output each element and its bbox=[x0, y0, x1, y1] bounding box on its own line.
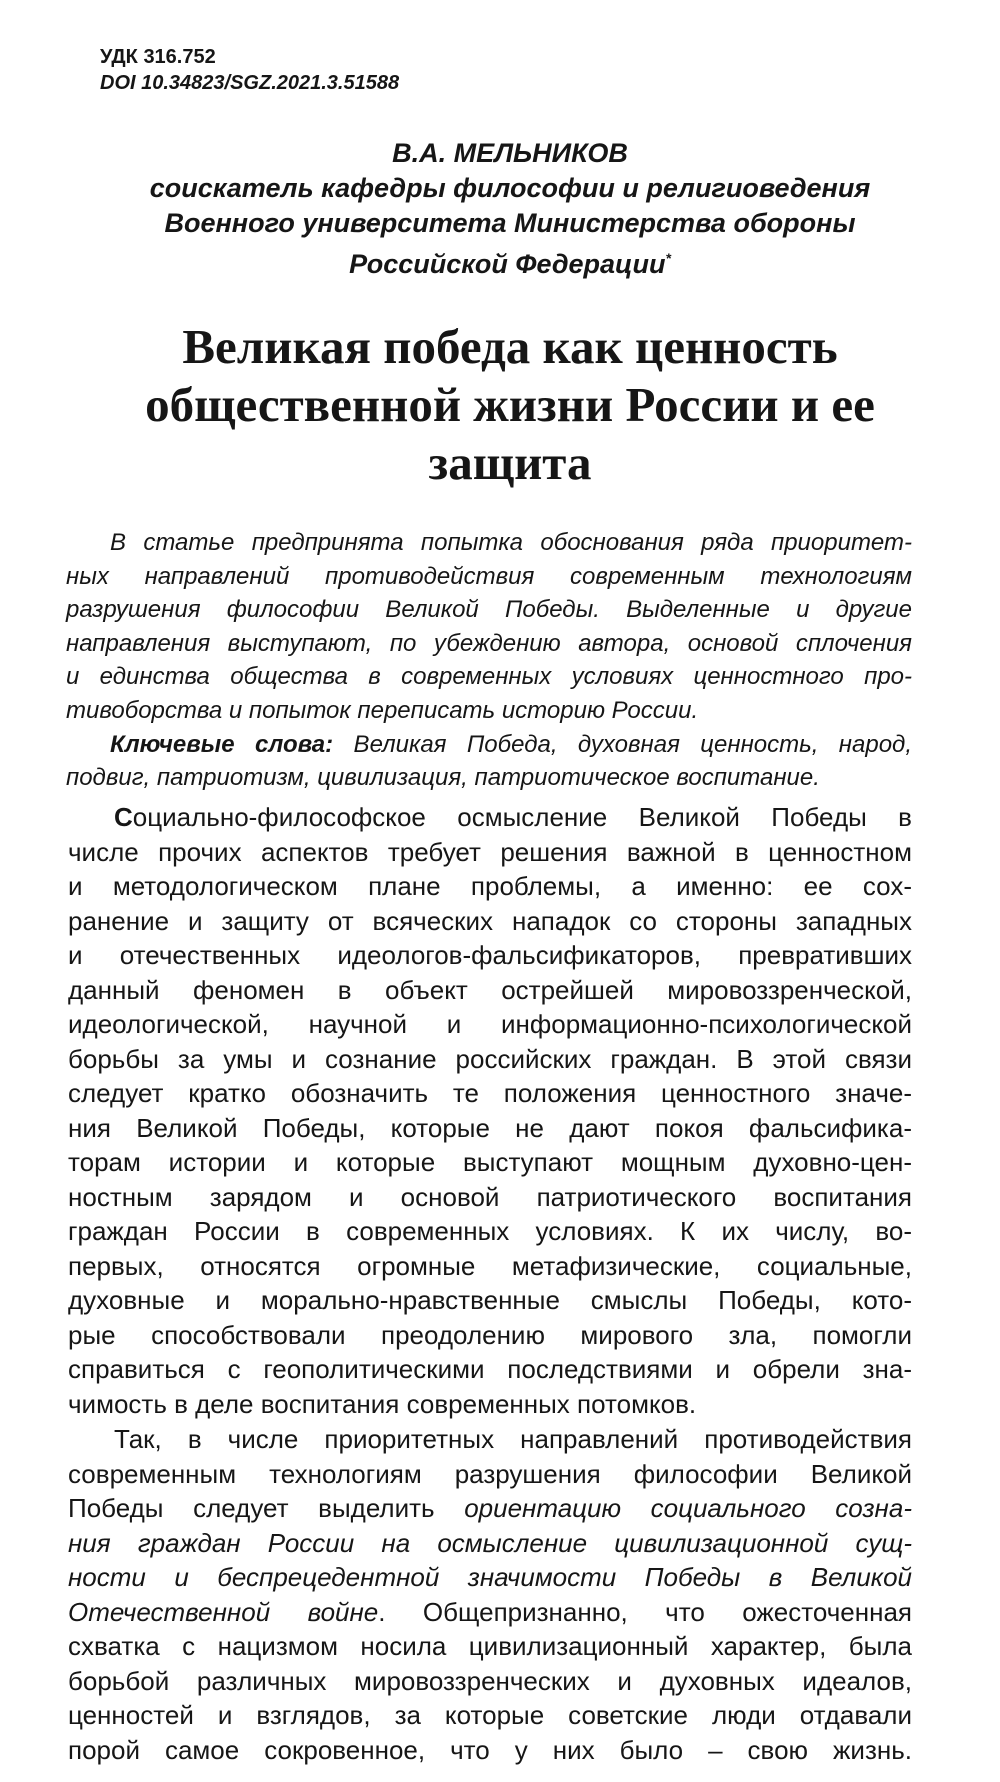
keywords-line bbox=[66, 728, 912, 762]
keywords-text: Великая Победа, духовная ценность, народ, bbox=[333, 730, 912, 758]
abstract-line: ных направлений противодействия современным технологиям bbox=[66, 562, 912, 590]
drop-cap: С bbox=[114, 802, 133, 832]
paragraph-line: рые способствовали преодолению мирового зла, помогли bbox=[68, 1319, 912, 1350]
paragraph-line: Так, в числе приоритетных направлений противодействия bbox=[114, 1424, 912, 1454]
author-block bbox=[100, 136, 920, 282]
paragraph-text: оциально-философское осмысление Великой Победы в bbox=[132, 802, 912, 832]
keywords-line: подвиг, патриотизм, цивилизация, патриотическое воспитание. bbox=[66, 764, 820, 792]
paragraph-line: следует кратко обозначить те положения ценностного значе- bbox=[68, 1078, 912, 1108]
affiliation-text: Российской Федерации bbox=[349, 249, 666, 279]
paragraph-line: борьбой различных мировоззренческих и духовных идеалов, bbox=[68, 1665, 912, 1696]
article-title bbox=[90, 318, 930, 492]
paragraph-line: граждан России в современных условиях. К их числу, во- bbox=[68, 1216, 912, 1246]
paragraph-line bbox=[68, 1595, 912, 1630]
abstract-line: и единства общества в современных условиях ценностного про- bbox=[66, 663, 912, 691]
body-paragraph-1 bbox=[68, 800, 912, 1421]
paragraph-line: ности и беспрецедентной значимости Победы в Великой bbox=[68, 1562, 912, 1592]
abstract-line: разрушения философии Великой Победы. Выделенные и другие bbox=[66, 596, 912, 624]
paragraph-line: схватка с нацизмом носила цивилизационный характер, была bbox=[68, 1631, 912, 1661]
paragraph-line: современным технологиям разрушения философии Великой bbox=[68, 1458, 912, 1489]
paragraph-line: ностным зарядом и основой патриотического воспитания bbox=[68, 1181, 912, 1212]
paragraph-line: данный феномен в объект острейшей мировоззренческой, bbox=[68, 974, 912, 1005]
title-line: Великая победа как ценность bbox=[182, 319, 838, 374]
paragraph-line bbox=[68, 800, 912, 835]
paragraph-line: справиться с геополитическими последствиями и обрели зна- bbox=[68, 1354, 912, 1384]
paragraph-text: Победы следует выделить bbox=[68, 1493, 465, 1523]
paragraph-line: ценностей и взглядов, за которые советские люди отдавали bbox=[68, 1700, 912, 1730]
paragraph-line: ранение и защиту от всяческих нападок со стороны западных bbox=[68, 905, 912, 936]
abstract-line: В статье предпринята попытка обоснования ряда приоритет- bbox=[110, 529, 912, 556]
author-affiliation-line: соискатель кафедры философии и религиоведения bbox=[149, 173, 871, 203]
emphasis-text: ориентацию социального созна- bbox=[464, 1493, 912, 1523]
paragraph-line bbox=[68, 1491, 912, 1526]
paragraph-line: идеологической, научной и информационно-психологической bbox=[68, 1009, 912, 1039]
emphasis-text: Отечественной войне bbox=[68, 1596, 379, 1627]
title-line: общественной жизни России и ее bbox=[145, 377, 875, 432]
paragraph-line: и методологическом плане проблемы, а именно: ее сох- bbox=[68, 871, 912, 901]
keywords-label: Ключевые слова: bbox=[110, 730, 334, 758]
paragraph-line: ния Великой Победы, которые не дают покоя фальсифика- bbox=[68, 1112, 912, 1143]
abstract-line: тивоборства и попыток переписать историю России. bbox=[66, 696, 699, 724]
footnote-mark: * bbox=[665, 250, 671, 266]
paragraph-line: торам истории и которые выступают мощным духовно-цен- bbox=[68, 1147, 912, 1177]
paragraph-line: порой самое сокровенное, что у них было – свою жизнь. bbox=[68, 1734, 912, 1765]
paragraph-line: борьбы за умы и сознание российских граждан. В этой связи bbox=[68, 1043, 912, 1074]
paragraph-line: чимость в деле воспитания современных потомков. bbox=[68, 1388, 697, 1419]
author-affiliation-line bbox=[100, 241, 920, 282]
author-name: В.А. МЕЛЬНИКОВ bbox=[392, 138, 628, 168]
paragraph-line: и отечественных идеологов-фальсификаторов, превративших bbox=[68, 940, 912, 970]
article-meta bbox=[100, 44, 399, 96]
doi-code: DOI 10.34823/SGZ.2021.3.51588 bbox=[100, 72, 400, 94]
paragraph-line: духовные и морально-нравственные смыслы Победы, кото- bbox=[68, 1285, 912, 1315]
abstract bbox=[66, 526, 912, 795]
paragraph-line: первых, относятся огромные метафизические, социальные, bbox=[68, 1250, 912, 1281]
paragraph-line: числе прочих аспектов требует решения важной в ценностном bbox=[68, 836, 912, 867]
abstract-line: направления выступают, по убеждению автора, основой сплочения bbox=[66, 629, 912, 657]
body-paragraph-2 bbox=[68, 1422, 912, 1767]
author-affiliation-line: Военного университета Министерства обороны bbox=[164, 208, 856, 238]
udk-code: УДК 316.752 bbox=[100, 46, 216, 68]
paragraph-text: . Общепризнанно, что ожесточенная bbox=[378, 1596, 912, 1627]
paragraph-line: ния граждан России на осмысление цивилизационной сущ- bbox=[68, 1527, 912, 1558]
title-line: защита bbox=[428, 435, 592, 490]
